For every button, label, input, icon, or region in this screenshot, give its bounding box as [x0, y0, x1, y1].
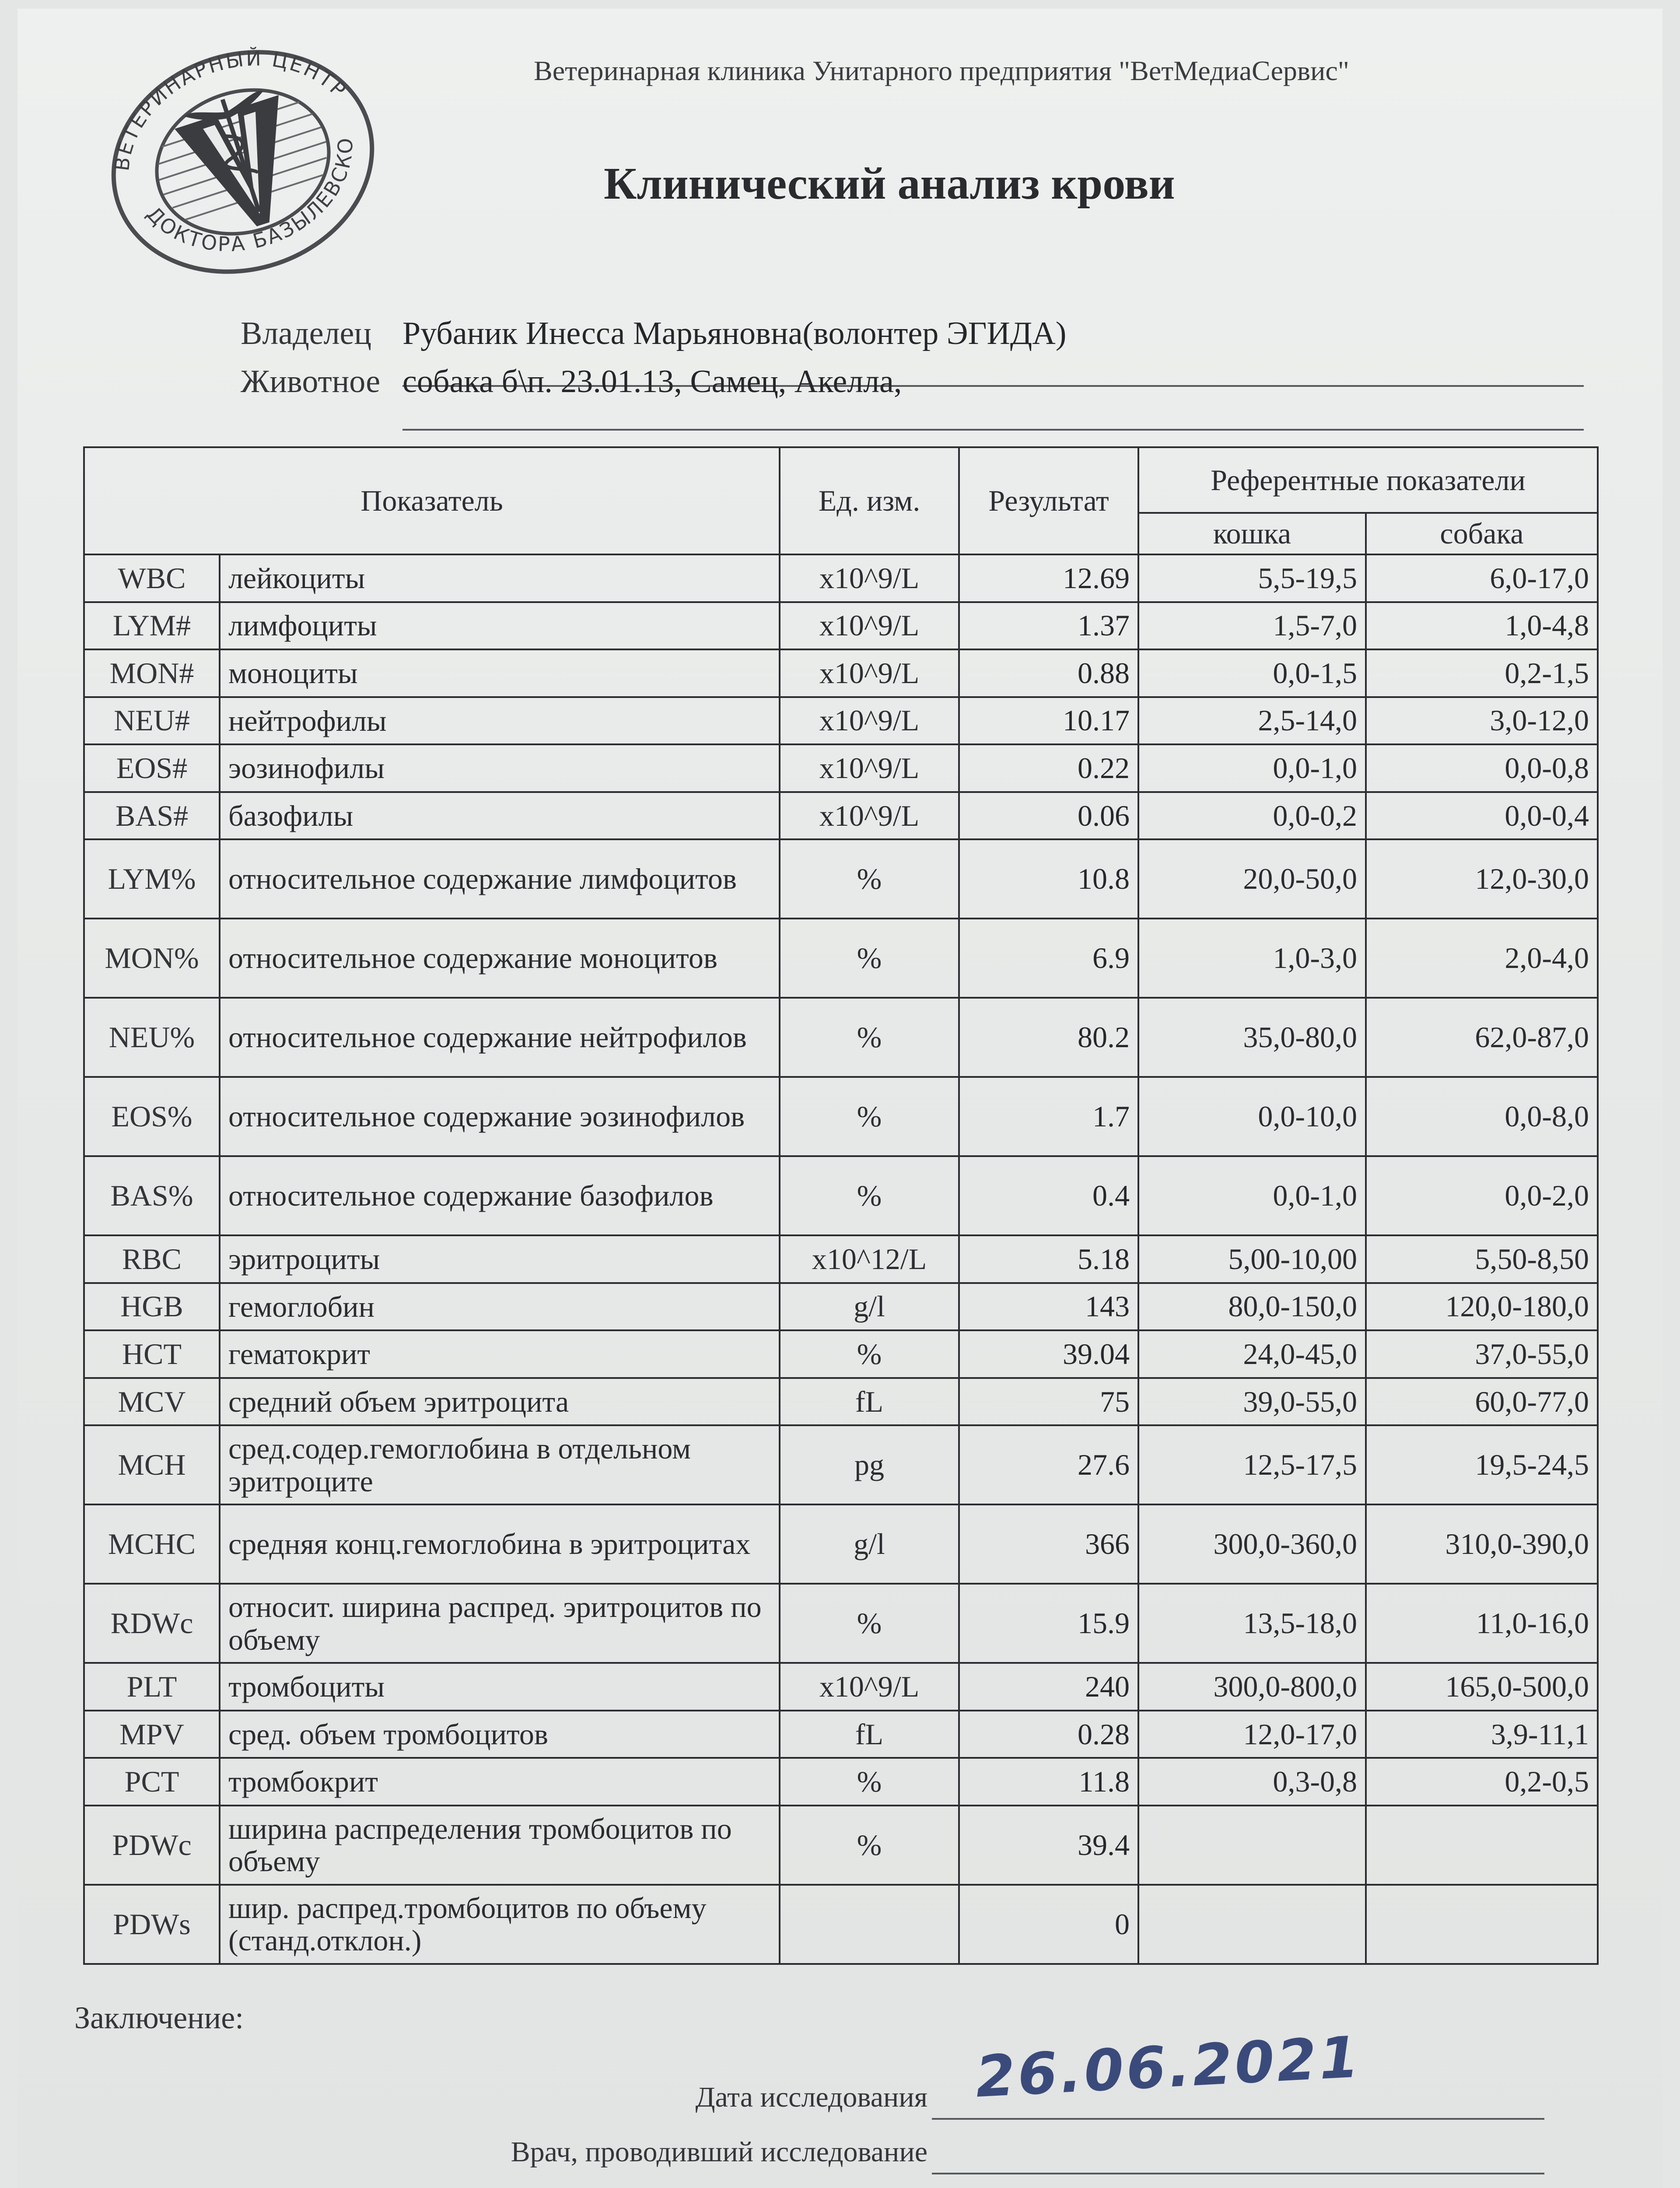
- row-code: RBC: [84, 1235, 220, 1283]
- row-name: нейтрофилы: [220, 697, 780, 745]
- row-code: EOS%: [84, 1077, 220, 1156]
- row-code: PDWc: [84, 1806, 220, 1885]
- row-code: HGB: [84, 1283, 220, 1331]
- row-ref-dog: [1366, 1885, 1598, 1964]
- row-ref-dog: 37,0-55,0: [1366, 1330, 1598, 1378]
- row-unit: g/l: [780, 1283, 959, 1331]
- table-row: [84, 1663, 1598, 1711]
- row-code: MCH: [84, 1425, 220, 1504]
- row-name: гемоглобин: [220, 1283, 780, 1331]
- row-result: 39.4: [959, 1806, 1138, 1885]
- table-row: [84, 1330, 1598, 1378]
- row-result: 0.4: [959, 1156, 1138, 1235]
- table-row: [84, 697, 1598, 745]
- table-row: [84, 602, 1598, 650]
- row-name: относительное содержание эозинофилов: [220, 1077, 780, 1156]
- row-unit: x10^9/L: [780, 649, 959, 697]
- header-cat: кошка: [1138, 513, 1366, 554]
- table-row: [84, 1425, 1598, 1504]
- row-name: относительное содержание нейтрофилов: [220, 998, 780, 1077]
- row-ref-cat: 0,0-10,0: [1138, 1077, 1366, 1156]
- row-name: базофилы: [220, 792, 780, 840]
- row-code: MPV: [84, 1711, 220, 1758]
- row-ref-cat: 80,0-150,0: [1138, 1283, 1366, 1331]
- row-ref-cat: 12,5-17,5: [1138, 1425, 1366, 1504]
- row-ref-cat: 0,3-0,8: [1138, 1758, 1366, 1806]
- row-code: RDWc: [84, 1584, 220, 1663]
- row-ref-dog: 165,0-500,0: [1366, 1663, 1598, 1711]
- row-unit: x10^9/L: [780, 744, 959, 792]
- row-ref-dog: 6,0-17,0: [1366, 554, 1598, 602]
- animal-value: собака б\п. 23.01.13, Самец, Акелла,: [402, 364, 902, 400]
- row-ref-dog: 12,0-30,0: [1366, 839, 1598, 919]
- table-row: [84, 998, 1598, 1077]
- row-unit: %: [780, 1806, 959, 1885]
- row-result: 240: [959, 1663, 1138, 1711]
- owner-label: Владелец: [241, 316, 371, 351]
- table-row: [84, 919, 1598, 998]
- clinic-name: Ветеринарная клиника Унитарного предприятия "ВетМедиаСервис": [534, 55, 1349, 86]
- row-ref-dog: 11,0-16,0: [1366, 1584, 1598, 1663]
- row-unit: %: [780, 998, 959, 1077]
- row-ref-cat: 0,0-1,0: [1138, 744, 1366, 792]
- table-row: [84, 1077, 1598, 1156]
- row-code: BAS%: [84, 1156, 220, 1235]
- row-ref-cat: 300,0-800,0: [1138, 1663, 1366, 1711]
- row-code: MCHC: [84, 1504, 220, 1584]
- row-ref-dog: 0,0-2,0: [1366, 1156, 1598, 1235]
- row-result: 27.6: [959, 1425, 1138, 1504]
- row-name: гематокрит: [220, 1330, 780, 1378]
- row-code: NEU%: [84, 998, 220, 1077]
- row-name: сред.содер.гемоглобина в отдельном эритроците: [220, 1425, 780, 1504]
- row-name: относительное содержание базофилов: [220, 1156, 780, 1235]
- table-row: [84, 1235, 1598, 1283]
- row-unit: x10^9/L: [780, 792, 959, 840]
- row-ref-cat: 13,5-18,0: [1138, 1584, 1366, 1663]
- row-ref-cat: 300,0-360,0: [1138, 1504, 1366, 1584]
- row-name: эритроциты: [220, 1235, 780, 1283]
- row-name: лимфоциты: [220, 602, 780, 650]
- row-unit: %: [780, 1758, 959, 1806]
- row-result: 0.88: [959, 649, 1138, 697]
- row-ref-dog: 0,2-1,5: [1366, 649, 1598, 697]
- row-name: относительное содержание моноцитов: [220, 919, 780, 998]
- row-unit: %: [780, 1156, 959, 1235]
- row-ref-dog: 19,5-24,5: [1366, 1425, 1598, 1504]
- row-name: относительное содержание лимфоцитов: [220, 839, 780, 919]
- conclusion-label: Заключение:: [74, 2000, 244, 2035]
- date-underline: [932, 2118, 1544, 2120]
- row-unit: pg: [780, 1425, 959, 1504]
- row-ref-dog: 2,0-4,0: [1366, 919, 1598, 998]
- clinic-stamp-logo: [101, 44, 385, 280]
- document-title: Клинический анализ крови: [604, 158, 1175, 209]
- row-unit: x10^9/L: [780, 602, 959, 650]
- row-name: лейкоциты: [220, 554, 780, 602]
- row-ref-dog: 3,9-11,1: [1366, 1711, 1598, 1758]
- row-ref-cat: 0,0-1,5: [1138, 649, 1366, 697]
- table-row: [84, 1283, 1598, 1331]
- header-reference: Референтные показатели: [1138, 447, 1598, 513]
- row-result: 366: [959, 1504, 1138, 1584]
- row-name: эозинофилы: [220, 744, 780, 792]
- row-ref-cat: [1138, 1806, 1366, 1885]
- row-result: 0.28: [959, 1711, 1138, 1758]
- row-unit: %: [780, 919, 959, 998]
- row-code: NEU#: [84, 697, 220, 745]
- row-code: WBC: [84, 554, 220, 602]
- row-code: PCT: [84, 1758, 220, 1806]
- row-result: 6.9: [959, 919, 1138, 998]
- doctor-signature-line: [932, 2173, 1544, 2174]
- row-ref-dog: 62,0-87,0: [1366, 998, 1598, 1077]
- row-result: 75: [959, 1378, 1138, 1426]
- row-ref-cat: 24,0-45,0: [1138, 1330, 1366, 1378]
- row-ref-dog: 120,0-180,0: [1366, 1283, 1598, 1331]
- row-ref-cat: 39,0-55,0: [1138, 1378, 1366, 1426]
- row-unit: x10^9/L: [780, 554, 959, 602]
- table-row: [84, 1584, 1598, 1663]
- row-code: BAS#: [84, 792, 220, 840]
- date-label: Дата исследования: [695, 2081, 928, 2113]
- row-result: 12.69: [959, 554, 1138, 602]
- row-code: PDWs: [84, 1885, 220, 1964]
- table-row: [84, 792, 1598, 840]
- row-result: 1.7: [959, 1077, 1138, 1156]
- row-name: ширина распределения тромбоцитов по объему: [220, 1806, 780, 1885]
- row-result: 10.8: [959, 839, 1138, 919]
- row-result: 0.22: [959, 744, 1138, 792]
- row-name: средняя конц.гемоглобина в эритроцитах: [220, 1504, 780, 1584]
- row-result: 0: [959, 1885, 1138, 1964]
- row-ref-dog: 0,0-0,4: [1366, 792, 1598, 840]
- row-ref-cat: 35,0-80,0: [1138, 998, 1366, 1077]
- svg-text:ДОКТОРА БАЗЫЛЕВСКОГО А. А.: ДОКТОРА БАЗЫЛЕВСКОГО: [142, 136, 357, 256]
- row-name: шир. распред.тромбоцитов по объему (станд.отклон.): [220, 1885, 780, 1964]
- blood-test-table: [83, 446, 1599, 1965]
- row-unit: fL: [780, 1711, 959, 1758]
- table-row: [84, 839, 1598, 919]
- row-ref-cat: [1138, 1885, 1366, 1964]
- row-result: 143: [959, 1283, 1138, 1331]
- row-ref-dog: 1,0-4,8: [1366, 602, 1598, 650]
- table-row: [84, 744, 1598, 792]
- header-indicator: Показатель: [84, 447, 780, 554]
- table-row: [84, 1156, 1598, 1235]
- row-result: 0.06: [959, 792, 1138, 840]
- row-result: 5.18: [959, 1235, 1138, 1283]
- doctor-label: Врач, проводивший исследование: [511, 2136, 928, 2168]
- row-unit: %: [780, 1077, 959, 1156]
- row-code: PLT: [84, 1663, 220, 1711]
- row-ref-cat: 12,0-17,0: [1138, 1711, 1366, 1758]
- row-unit: g/l: [780, 1504, 959, 1584]
- header-unit: Ед. изм.: [780, 447, 959, 554]
- row-ref-cat: 0,0-1,0: [1138, 1156, 1366, 1235]
- row-ref-cat: 5,00-10,00: [1138, 1235, 1366, 1283]
- row-unit: x10^12/L: [780, 1235, 959, 1283]
- row-unit: %: [780, 839, 959, 919]
- animal-label: Животное: [241, 364, 381, 400]
- table-row: [84, 1806, 1598, 1885]
- row-name: средний объем эритроцита: [220, 1378, 780, 1426]
- header-dog: собака: [1366, 513, 1598, 554]
- row-result: 80.2: [959, 998, 1138, 1077]
- row-code: MON%: [84, 919, 220, 998]
- row-name: тромбоциты: [220, 1663, 780, 1711]
- row-ref-dog: 5,50-8,50: [1366, 1235, 1598, 1283]
- row-ref-cat: 1,0-3,0: [1138, 919, 1366, 998]
- row-code: LYM%: [84, 839, 220, 919]
- row-unit: [780, 1885, 959, 1964]
- row-name: тромбокрит: [220, 1758, 780, 1806]
- row-ref-dog: 0,0-8,0: [1366, 1077, 1598, 1156]
- row-result: 15.9: [959, 1584, 1138, 1663]
- document-page: [18, 9, 1662, 2188]
- table-row: [84, 649, 1598, 697]
- row-code: MCV: [84, 1378, 220, 1426]
- row-code: EOS#: [84, 744, 220, 792]
- table-row: [84, 554, 1598, 602]
- row-ref-dog: 0,0-0,8: [1366, 744, 1598, 792]
- table-row: [84, 1504, 1598, 1584]
- row-unit: %: [780, 1584, 959, 1663]
- owner-value: Рубаник Инесса Марьяновна(волонтер ЭГИДА): [402, 316, 1067, 351]
- table-row: [84, 1378, 1598, 1426]
- row-name: относит. ширина распред. эритроцитов по объему: [220, 1584, 780, 1663]
- row-unit: x10^9/L: [780, 697, 959, 745]
- row-unit: %: [780, 1330, 959, 1378]
- row-ref-dog: 0,2-0,5: [1366, 1758, 1598, 1806]
- table-row: [84, 1758, 1598, 1806]
- row-ref-cat: 2,5-14,0: [1138, 697, 1366, 745]
- row-ref-cat: 5,5-19,5: [1138, 554, 1366, 602]
- row-unit: fL: [780, 1378, 959, 1426]
- row-code: MON#: [84, 649, 220, 697]
- row-name: сред. объем тромбоцитов: [220, 1711, 780, 1758]
- row-result: 11.8: [959, 1758, 1138, 1806]
- header-result: Результат: [959, 447, 1138, 554]
- table-row: [84, 1711, 1598, 1758]
- row-ref-cat: 1,5-7,0: [1138, 602, 1366, 650]
- row-ref-dog: 3,0-12,0: [1366, 697, 1598, 745]
- row-ref-dog: 310,0-390,0: [1366, 1504, 1598, 1584]
- row-name: моноциты: [220, 649, 780, 697]
- handwritten-date: 26.06.2021: [974, 2023, 1363, 2111]
- row-ref-cat: 20,0-50,0: [1138, 839, 1366, 919]
- row-code: HCT: [84, 1330, 220, 1378]
- svg-text:ВЕТЕРИНАРНЫЙ ЦЕНТР: ВЕТЕРИНАРНЫЙ ЦЕНТР: [109, 46, 352, 172]
- row-ref-cat: 0,0-0,2: [1138, 792, 1366, 840]
- row-code: LYM#: [84, 602, 220, 650]
- row-result: 1.37: [959, 602, 1138, 650]
- row-ref-dog: [1366, 1806, 1598, 1885]
- table-row: [84, 1885, 1598, 1964]
- row-ref-dog: 60,0-77,0: [1366, 1378, 1598, 1426]
- animal-underline: [402, 429, 1584, 431]
- row-unit: x10^9/L: [780, 1663, 959, 1711]
- row-result: 10.17: [959, 697, 1138, 745]
- row-result: 39.04: [959, 1330, 1138, 1378]
